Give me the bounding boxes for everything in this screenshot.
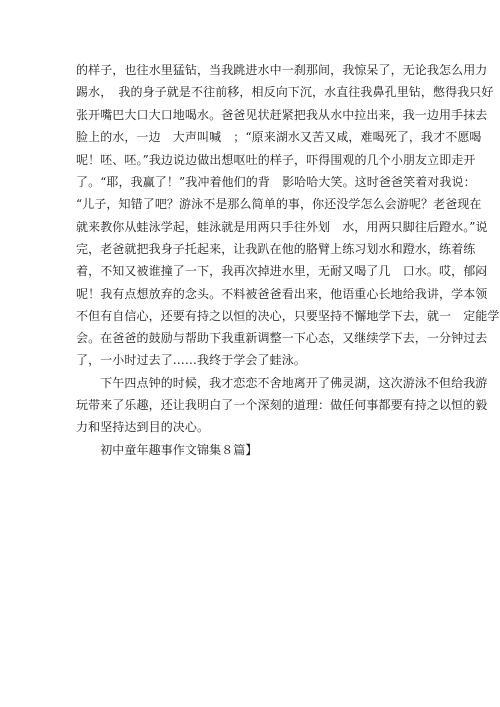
text-line: 会。在爸爸的鼓励与帮助下我重新调整一下心态，又继续学下去，一分钟过去: [76, 331, 488, 345]
text-line: “儿子，知错了吧？游泳不是那么简单的事，你还没学怎么会游呢？老爸现在: [76, 197, 482, 211]
text-line: 玩带来了乐趣，还让我明白了一个深刻的道理：做任何事都要有持之以恒的毅: [76, 398, 488, 412]
text-line: 呢！呸、呸。”我边说边做出想呕吐的样子，吓得围观的几个小朋友立即走开: [76, 153, 476, 167]
text-line: 就来教你从蛙泳学起，蛙泳就是用两只手往外划 水，用两只脚往后蹬水。”说: [76, 220, 488, 234]
text-line: 了。“耶，我赢了！”我冲着他们的背 影哈哈大笑。这时爸爸笑着对我说：: [76, 175, 476, 189]
text-line: 脸上的水，一边 大声叫喊 ；“原来湖水又苦又咸，难喝死了，我才不愿喝: [76, 130, 482, 144]
text-line: 不但有自信心，还要有持之以恒的决心，只要坚持不懈地学下去，就一 定能学: [76, 309, 500, 323]
text-line: 着，不知又被谁撞了一下，我再次掉进水里，无耐又喝了几 口水。哎，郁闷: [76, 264, 488, 278]
text-line: 的样子，也往水里猛钻，当我跳进水中一刹那间，我惊呆了，无论我怎么用力: [76, 63, 488, 77]
text-line: 完，老爸就把我身子托起来，让我趴在他的胳臂上练习划水和蹬水，练着练: [76, 242, 476, 256]
text-line: 踢水， 我的身子就是不往前移，相反向下沉，水直往我鼻孔里钻，憋得我只好: [76, 85, 494, 99]
text-line: 初中童年趣事作文锦集８篇】: [76, 443, 258, 457]
text-line: 了，一小时过去了……我终于学会了蛙泳。: [76, 353, 306, 367]
text-line: 呢！我有点想放弃的念头。不料被爸爸看出来，他语重心长地给我讲，学本领: [76, 287, 488, 301]
text-line: 下午四点钟的时候，我才恋恋不舍地离开了佛灵湖，这次游泳不但给我游: [76, 376, 488, 390]
text-line: 力和坚持达到目的决心。: [76, 420, 210, 434]
text-line: 张开嘴巴大口大口地喝水。爸爸见状赶紧把我从水中拉出来，我一边用手抹去: [76, 108, 488, 122]
